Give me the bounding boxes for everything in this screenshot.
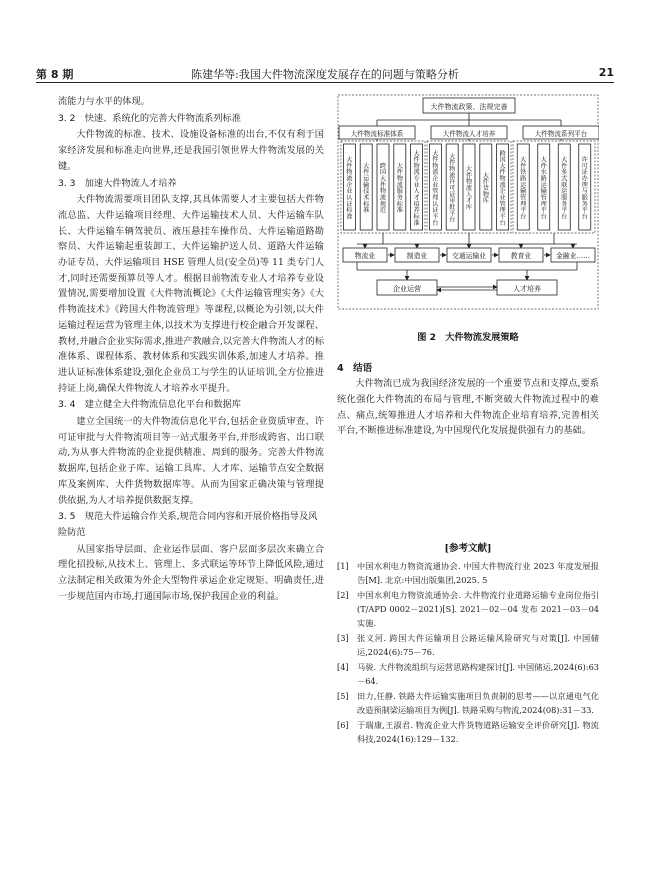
reference-item bbox=[337, 631, 599, 659]
label-char: 件 bbox=[499, 169, 506, 177]
vertical-label bbox=[449, 152, 456, 223]
label-char: 可 bbox=[449, 185, 456, 193]
label-char: 证 bbox=[432, 207, 439, 215]
label-char: 平 bbox=[540, 207, 547, 215]
label-char: 台 bbox=[499, 219, 506, 227]
label-char: 大 bbox=[482, 172, 489, 180]
label-char: 台 bbox=[432, 219, 439, 227]
figure-caption: 图 2 大件物流发展策略 bbox=[417, 332, 519, 343]
label-char: 输 bbox=[520, 188, 527, 196]
label-char: 件 bbox=[396, 169, 403, 177]
label-char: 件 bbox=[449, 159, 456, 167]
label-char: 平 bbox=[520, 207, 527, 215]
label-char: 物 bbox=[499, 175, 506, 183]
label-char: 流 bbox=[346, 175, 353, 183]
label-char: 理 bbox=[520, 200, 527, 208]
label-char: 认 bbox=[432, 200, 439, 208]
vertical-label bbox=[414, 149, 421, 227]
section-heading: 3. 2 快速、系统化的完善大件物流系列标准 bbox=[58, 112, 241, 124]
reference-number: [6] bbox=[337, 720, 349, 730]
label-char: 理 bbox=[432, 194, 439, 202]
label-char: 物 bbox=[413, 162, 420, 170]
label-char: 准 bbox=[346, 213, 353, 221]
label-char: 办 bbox=[581, 175, 588, 183]
label-char: 流 bbox=[432, 169, 439, 177]
label-char: 件 bbox=[379, 181, 387, 189]
vertical-label bbox=[500, 149, 507, 227]
label-char: 货 bbox=[482, 185, 489, 193]
label-char: 许 bbox=[449, 178, 456, 186]
label-char: 库 bbox=[482, 197, 489, 205]
label-char: 技 bbox=[363, 188, 370, 196]
label-char: 多 bbox=[561, 169, 568, 177]
label-char: 跨 bbox=[379, 162, 387, 170]
label-char: 台 bbox=[540, 213, 547, 221]
label-char: 件 bbox=[482, 178, 489, 186]
label-char: 运 bbox=[520, 181, 527, 189]
label-char: 式 bbox=[561, 175, 568, 183]
strategy-diagram bbox=[337, 94, 599, 314]
label-char: 认 bbox=[346, 194, 353, 202]
label-char: 业 bbox=[499, 194, 506, 202]
page-number: 21 bbox=[598, 66, 614, 79]
label-char: 件 bbox=[363, 169, 370, 177]
issue-number: 第 8 期 bbox=[36, 68, 74, 81]
label-char: 准 bbox=[413, 219, 420, 227]
label-char: 物 bbox=[465, 178, 473, 186]
label-char: 企 bbox=[432, 175, 439, 183]
branch-label: 大件物流系列平台 bbox=[534, 130, 588, 138]
label-char: 准 bbox=[396, 207, 403, 215]
label-char: 件 bbox=[561, 162, 568, 170]
reference-text: 中国水利电力物资流通协会. 大件物流行业道路运输专业岗位指引(T/APD 0002－2021)[S]. 2021－02－04 发布 2021－03－04 实施. bbox=[357, 590, 599, 628]
label-char: 运 bbox=[363, 175, 370, 183]
label-char: 流 bbox=[449, 172, 456, 180]
label-char: 企 bbox=[499, 188, 506, 196]
reference-item bbox=[337, 588, 599, 630]
label-char: 台 bbox=[561, 213, 568, 221]
label-char: 规 bbox=[379, 200, 387, 208]
paragraph: 流能力与水平的体现。 bbox=[58, 96, 150, 107]
branch-label: 大件物流人才培养 bbox=[442, 130, 496, 138]
label-char: 流 bbox=[396, 181, 403, 189]
label-char: 审 bbox=[449, 197, 456, 205]
vertical-label bbox=[397, 162, 404, 214]
label-char: 物 bbox=[346, 169, 353, 177]
label-char: 平 bbox=[561, 207, 568, 215]
label-char: 物 bbox=[432, 162, 439, 170]
label-char: 理 bbox=[540, 200, 547, 208]
label-char: 国 bbox=[379, 169, 387, 177]
label-char: 理 bbox=[581, 181, 588, 189]
strategy-diagram-svg bbox=[337, 94, 599, 314]
references-list bbox=[337, 559, 599, 747]
label-char: 大 bbox=[499, 162, 506, 170]
label-char: 业 bbox=[413, 181, 420, 189]
reference-number: [4] bbox=[337, 662, 349, 672]
label-char: 管 bbox=[432, 188, 439, 196]
conclusion-paragraph: 大件物流已成为我国经济发展的一个重要节点和支撑点,要系统化强化大件物流的布局与管理,不断突破大件物流过程中的难点、痛点,统筹推进人才培养和大件物流企业培育培养,完善相关平台,不断推进标准建设,为中国现代化发展提供强有力的基础。 bbox=[337, 378, 599, 437]
label-char: 培 bbox=[413, 200, 420, 208]
label-char: 物 bbox=[449, 166, 456, 174]
label-char: 平 bbox=[499, 213, 506, 221]
label-char: 许 bbox=[581, 156, 588, 164]
label-char: 务 bbox=[581, 200, 588, 208]
label-char: 专 bbox=[413, 175, 420, 183]
label-char: 流 bbox=[379, 194, 387, 202]
label-char: 批 bbox=[449, 204, 456, 212]
label-char: 准 bbox=[363, 207, 370, 215]
label-char: 流 bbox=[413, 169, 420, 177]
vertical-label bbox=[541, 156, 548, 221]
running-title: 陈建华等:我国大件物流深度发展存在的问题与策略分析 bbox=[191, 68, 459, 81]
label-char: 铁 bbox=[520, 169, 527, 177]
vertical-label bbox=[561, 156, 568, 221]
section-heading: 3. 3 加速大件物流人才培养 bbox=[58, 177, 177, 189]
label-char: 流 bbox=[499, 181, 506, 189]
label-char: 联 bbox=[561, 181, 568, 189]
label-char: 理 bbox=[499, 207, 506, 215]
left-column bbox=[58, 94, 324, 605]
label-char: 跨 bbox=[499, 150, 506, 158]
label-char: 物 bbox=[396, 175, 403, 183]
label-char: 范 bbox=[379, 207, 387, 215]
label-char: 件 bbox=[540, 162, 547, 170]
policy-label: 大件物流政策、法规完善 bbox=[430, 103, 508, 111]
label-char: 物 bbox=[379, 188, 387, 196]
label-char: 务 bbox=[561, 200, 568, 208]
industry-label: 教育业 bbox=[510, 252, 532, 260]
label-char: 术 bbox=[363, 194, 370, 202]
label-char: 服 bbox=[396, 188, 403, 196]
label-char: 管 bbox=[520, 194, 527, 202]
paragraph: 大件物流需要项目团队支撑,其具体需要人才主要包括大件物流总监、大件运输项目经理、大件运输技术人员、大件运输车队长、大件运输车辆驾驶员、液压悬挂车操作员、大件运输道路勘察员、大件运输起重装卸工、大件运输护送人员、道路大件运输办证专员、大件运输项目 HSE 管理人员(安全员)等 11 类专门人才,同时还需要预算员等人才。根据目前物流专业人才培养专业设置情况,需要增加设置《大件物流概论》《大件运输管理实务》《大件物流技术》《跨国大件物流管理》等课程,以概论为引领,以大件运输过程运营为管理主体,以技术为支撑进行校企融合开发课程、教材,并融合企业实际需求,推进产教融合,以完善大件物流人才的标准体系、课程体系、教材体系和实践实训体系,加速人才培养。推进认证标准体系建设,强化企业员工与学生的认证培训,全方位推进持证上岗,确保大件物流人才培养水平提升。 bbox=[58, 194, 325, 394]
label-char: 台 bbox=[520, 213, 527, 221]
label-char: 大 bbox=[465, 166, 473, 174]
paragraph: 从国家指导层面、企业运作层面、客户层面多层次来确立合理化招投标,从技术上、管理上、多式联运等环节上降低风险,通过立法制定相关政策为外企大型物件承运企业定规矩、明确责任,进一步规范国内市场,打通国际市场,保护我国企业的利益。 bbox=[58, 543, 324, 602]
section-heading: 3. 5 规范大件运输合作关系,规范合同内容和开展价格指导及风险防范 bbox=[58, 511, 318, 538]
reference-item bbox=[337, 660, 599, 688]
label-char: 大 bbox=[561, 156, 568, 164]
label-char: 国 bbox=[499, 156, 506, 164]
label-char: 养 bbox=[413, 207, 420, 215]
label-char: 平 bbox=[432, 213, 439, 221]
label-char: 运 bbox=[540, 181, 547, 189]
label-char: 件 bbox=[465, 172, 473, 180]
reference-text: 张义河. 跨国大件运输项目公路运输风险研究与对策[J]. 中国储运,2024(6):75－76. bbox=[357, 633, 599, 657]
label-char: 管 bbox=[540, 194, 547, 202]
vertical-label bbox=[582, 156, 589, 221]
running-header bbox=[36, 64, 614, 83]
label-char: 运 bbox=[561, 188, 568, 196]
label-char: 标 bbox=[396, 200, 403, 208]
vertical-label bbox=[380, 162, 387, 214]
reference-number: [2] bbox=[337, 590, 349, 600]
label-char: 标 bbox=[346, 207, 353, 215]
references-heading: [参考文献] bbox=[444, 543, 492, 554]
label-char: 证 bbox=[346, 200, 353, 208]
label-char: 大 bbox=[432, 150, 439, 158]
paragraph: 建立全国统一的大件物流信息化平台,包括企业资质审查、许可证审批与大件物流项目等一站式服务平台,并形成跨省、出口联动,为从事大件物流的企业提供精准、周到的服务。完善大件物流数据库,包括企业子库、运输工具库、人才库、运输节点安全数据库及案例库、大件货物数据库等。从而为国家正确决策与管理提供依据,为人才培养提供数据支撑。 bbox=[58, 416, 324, 506]
vertical-label bbox=[483, 171, 490, 204]
reference-item bbox=[337, 689, 599, 717]
vertical-label bbox=[346, 156, 353, 221]
label-char: 输 bbox=[363, 181, 370, 189]
reference-number: [3] bbox=[337, 633, 349, 643]
reference-number: [5] bbox=[337, 691, 349, 701]
label-char: 路 bbox=[520, 175, 527, 183]
label-char: 企 bbox=[346, 181, 353, 189]
industry-label: 物流业 bbox=[354, 252, 376, 260]
label-char: 标 bbox=[363, 200, 370, 208]
reference-text: 马骏. 大件物流组织与运营思路构建探讨[J]. 中国储运,2024(6):63－64. bbox=[357, 662, 599, 686]
conclusion-heading: 4 结语 bbox=[337, 363, 373, 374]
industry-label: 金融业…… bbox=[556, 252, 590, 260]
label-char: 可 bbox=[581, 162, 588, 170]
label-char: 平 bbox=[581, 207, 588, 215]
label-char: 台 bbox=[449, 216, 456, 224]
label-char: 才 bbox=[413, 194, 420, 202]
label-char: 路 bbox=[540, 175, 547, 183]
label-char: 水 bbox=[540, 169, 547, 177]
label-char: 台 bbox=[581, 213, 588, 221]
label-char: 人 bbox=[413, 188, 420, 196]
label-char: 件 bbox=[520, 162, 527, 170]
label-char: 件 bbox=[432, 156, 439, 164]
vertical-label bbox=[432, 149, 439, 227]
outcome-label: 人才培养 bbox=[513, 285, 541, 293]
reference-item bbox=[337, 718, 599, 746]
industry-label: 制造业 bbox=[406, 252, 428, 260]
label-char: 业 bbox=[346, 188, 353, 196]
label-char: 库 bbox=[465, 204, 473, 212]
label-char: 管 bbox=[499, 200, 506, 208]
label-char: 务 bbox=[396, 194, 403, 202]
label-char: 证 bbox=[581, 169, 588, 177]
label-char: 服 bbox=[581, 194, 588, 202]
label-char: 件 bbox=[413, 156, 420, 164]
reference-text: 中国水利电力物资流通协会. 中国大件物流行业 2023 年度发展报告[M]. 北京:中国出版集团,2025. 5 bbox=[357, 561, 599, 585]
label-char: 大 bbox=[346, 156, 353, 164]
label-char: 证 bbox=[449, 191, 456, 199]
vertical-label bbox=[520, 156, 527, 221]
label-char: 才 bbox=[465, 197, 473, 205]
outcome-label: 企业运营 bbox=[393, 285, 421, 293]
label-char: 物 bbox=[482, 191, 489, 199]
label-char: 平 bbox=[449, 210, 456, 218]
label-char: 标 bbox=[413, 213, 420, 221]
label-char: 大 bbox=[363, 162, 370, 170]
label-char: 与 bbox=[581, 188, 588, 196]
reference-number: [1] bbox=[337, 561, 349, 571]
label-char: 件 bbox=[346, 162, 353, 170]
label-char: 大 bbox=[379, 175, 387, 183]
label-char: 大 bbox=[520, 156, 527, 164]
label-char: 大 bbox=[449, 153, 456, 161]
label-char: 流 bbox=[465, 185, 473, 193]
label-char: 业 bbox=[432, 181, 439, 189]
label-char: 人 bbox=[465, 191, 473, 199]
industry-label: 交通运输业 bbox=[452, 252, 486, 260]
section-heading: 3. 4 建立健全大件物流信息化平台和数据库 bbox=[58, 399, 241, 411]
paragraph: 大件物流的标准、技术、设施设备标准的出台,不仅有利于国家经济发展和标准走向世界,还是我国引领世界大件物流发展的关键。 bbox=[58, 129, 324, 172]
reference-text: 田力,任静. 铁路大件运输实施项目负责制的思考——以京通电气化改造预制梁运输项目为例[J]. 铁路采购与物流,2024(08):31－33. bbox=[357, 691, 599, 715]
vertical-label bbox=[363, 162, 370, 214]
label-char: 大 bbox=[396, 162, 403, 170]
label-char: 大 bbox=[413, 150, 420, 158]
reference-text: 于瑞康,王淑君. 物流企业大件货物道路运输安全评价研究[J]. 物流科技,2024(16):129－132. bbox=[357, 720, 599, 744]
label-char: 服 bbox=[561, 194, 568, 202]
vertical-label bbox=[466, 165, 473, 211]
label-char: 输 bbox=[540, 188, 547, 196]
reference-item bbox=[337, 559, 599, 587]
branch-label: 大件物流标准体系 bbox=[350, 130, 404, 138]
label-char: 大 bbox=[540, 156, 547, 164]
